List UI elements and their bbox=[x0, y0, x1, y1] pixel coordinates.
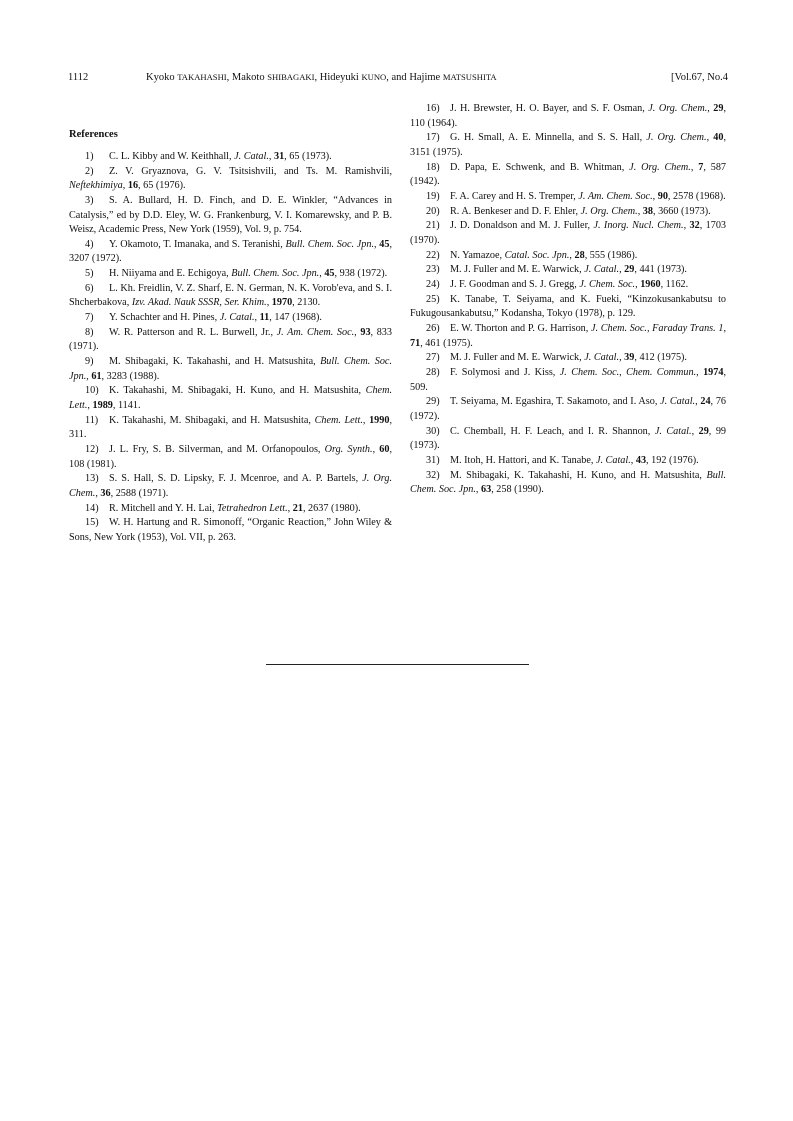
reference-text: , 311. bbox=[69, 414, 392, 441]
end-rule bbox=[266, 664, 529, 665]
reference-number: 17) bbox=[426, 132, 440, 144]
reference-number: 9) bbox=[85, 356, 94, 368]
volume-number: 1974 bbox=[703, 367, 724, 379]
volume-number: 29 bbox=[624, 264, 635, 276]
reference-text: , 555 (1986). bbox=[584, 249, 638, 261]
reference-text: , bbox=[354, 326, 361, 338]
reference-text: J. L. Fry, S. B. Silverman, and M. Orfanopoulos, bbox=[109, 444, 325, 455]
reference-text: , bbox=[266, 297, 272, 309]
reference-item bbox=[69, 414, 392, 443]
reference-text: , bbox=[707, 103, 714, 114]
reference-item bbox=[410, 469, 726, 498]
reference-text: K. Takahashi, M. Shibagaki, H. Kuno, and H. Matsushita, bbox=[109, 385, 366, 397]
reference-text: R. A. Benkeser and D. F. Ehler, bbox=[450, 205, 581, 217]
reference-text: G. H. Small, A. E. Minnella, and S. S. Hall, bbox=[450, 132, 647, 144]
author-given-name: Kyoko bbox=[146, 72, 175, 83]
reference-text: Z. V. Gryaznova, G. V. Tsitsishvili, and Ts. M. Ramishvili, bbox=[109, 165, 392, 177]
journal-title: Bull. Chem. Soc. Jpn. bbox=[69, 356, 392, 382]
reference-item bbox=[69, 165, 392, 194]
reference-text: F. A. Carey and H. S. Tremper, bbox=[450, 190, 579, 202]
journal-title: Tetrahedron Lett. bbox=[217, 502, 288, 514]
references-left-column bbox=[69, 150, 392, 546]
references-right-column bbox=[410, 102, 726, 498]
journal-title: Bull. Chem. Soc. Jpn. bbox=[231, 268, 320, 280]
reference-text: , bbox=[635, 279, 641, 291]
reference-number: 8) bbox=[85, 326, 94, 338]
volume-number: 11 bbox=[259, 312, 270, 324]
reference-item bbox=[410, 454, 726, 469]
journal-title: Catal. Soc. Jpn. bbox=[504, 249, 570, 261]
journal-title: J. Catal. bbox=[219, 312, 255, 324]
journal-title: J. Org. Chem. bbox=[580, 205, 638, 217]
journal-title: Izv. Akad. Nauk SSSR, Ser. Khim. bbox=[131, 297, 267, 309]
reference-number: 28) bbox=[426, 367, 440, 379]
reference-text: , 938 (1972). bbox=[334, 268, 388, 280]
reference-text: E. W. Thorton and P. G. Harrison, bbox=[450, 323, 591, 335]
author-family-name: TAKAHASHI bbox=[177, 72, 227, 82]
journal-title: J. Org. Chem. bbox=[646, 132, 707, 144]
reference-text: , bbox=[706, 132, 714, 144]
reference-text: F. Solymosi and J. Kiss, bbox=[450, 367, 560, 379]
reference-text: , bbox=[319, 268, 325, 280]
reference-text: , bbox=[619, 352, 625, 364]
volume-number: 1989 bbox=[92, 399, 113, 411]
reference-text: , bbox=[268, 151, 274, 162]
volume-number: 63 bbox=[481, 484, 492, 496]
volume-number: 39 bbox=[624, 352, 635, 364]
reference-number: 12) bbox=[85, 444, 99, 455]
journal-title: J. Am. Chem. Soc. bbox=[578, 190, 653, 202]
volume-number: 29 bbox=[698, 425, 709, 437]
reference-text: , bbox=[287, 502, 293, 514]
reference-item bbox=[410, 205, 726, 220]
reference-number: 1) bbox=[85, 151, 94, 162]
reference-item bbox=[69, 311, 392, 326]
journal-title: Neftekhimiya bbox=[69, 180, 123, 192]
volume-number: 45 bbox=[379, 238, 390, 250]
journal-title: Bull. Chem. Soc. Jpn. bbox=[410, 469, 726, 496]
reference-text: , 110 (1964). bbox=[410, 103, 727, 129]
reference-text: , 2130. bbox=[292, 297, 321, 309]
reference-number: 31) bbox=[426, 454, 440, 466]
reference-text: C. Chemball, H. F. Leach, and I. R. Shannon, bbox=[450, 425, 655, 437]
reference-text: , bbox=[475, 484, 482, 496]
volume-number: 40 bbox=[713, 132, 724, 144]
journal-title: J. Am. Chem. Soc. bbox=[276, 326, 355, 338]
reference-text: Y. Okamoto, T. Imanaka, and S. Teranishi, bbox=[109, 238, 286, 250]
page-number: 1112 bbox=[68, 72, 89, 83]
reference-number: 23) bbox=[426, 264, 440, 276]
reference-item bbox=[410, 219, 726, 248]
reference-text: T. Seiyama, M. Egashira, T. Sakamoto, and I. Aso, bbox=[450, 396, 661, 408]
reference-item bbox=[69, 282, 392, 311]
running-header-authors: Kyoko TAKAHASHI, Makoto SHIBAGAKI, Hideyuki KUNO, and Hajime MATSUSHITA bbox=[146, 72, 497, 83]
journal-title: J. Catal. bbox=[595, 454, 631, 466]
journal-title: J. Chem. Soc., Chem. Commun. bbox=[559, 367, 697, 379]
volume-number: 1990 bbox=[369, 414, 390, 426]
reference-number: 21) bbox=[426, 220, 440, 232]
reference-text: , bbox=[690, 161, 699, 173]
journal-title: J. Chem. Soc., Faraday Trans. 1 bbox=[591, 323, 724, 335]
reference-text: , 76 (1972). bbox=[410, 396, 727, 422]
reference-text: , bbox=[122, 180, 128, 192]
reference-text: , 65 (1973). bbox=[284, 151, 332, 162]
reference-number: 2) bbox=[85, 165, 94, 177]
reference-item bbox=[410, 131, 726, 160]
reference-text: , bbox=[95, 487, 101, 499]
reference-item bbox=[410, 322, 726, 351]
reference-number: 6) bbox=[85, 282, 94, 294]
author-family-name: MATSUSHITA bbox=[442, 72, 497, 82]
reference-text: N. Yamazoe, bbox=[450, 249, 505, 261]
reference-number: 19) bbox=[426, 190, 440, 202]
reference-item bbox=[69, 267, 392, 282]
journal-title: J. Org. Chem. bbox=[648, 103, 708, 114]
reference-text: C. L. Kibby and W. Keithhall, bbox=[109, 151, 235, 162]
reference-text: , bbox=[695, 396, 701, 408]
journal-title: Org. Synth. bbox=[324, 444, 373, 455]
author-family-name: KUNO bbox=[361, 72, 387, 82]
reference-text: , bbox=[619, 264, 625, 276]
reference-text: , 3283 (1988). bbox=[101, 370, 160, 382]
reference-text: , 99 (1973). bbox=[410, 425, 727, 452]
reference-text: W. R. Patterson and R. L. Burwell, Jr., bbox=[109, 326, 277, 338]
reference-item bbox=[69, 194, 392, 238]
journal-title: Chem. Lett. bbox=[314, 414, 363, 426]
journal-volume-issue: [Vol.67, No.4 bbox=[671, 72, 728, 83]
reference-text: , 587 (1942). bbox=[410, 161, 727, 188]
reference-text: J. H. Brewster, H. O. Bayer, and S. F. Osman, bbox=[450, 103, 649, 114]
reference-number: 11) bbox=[85, 414, 99, 426]
reference-text: , bbox=[723, 323, 726, 335]
reference-text: L. Kh. Freidlin, V. Z. Sharf, E. N. German, N. K. Vorob'eva, and S. I. Shcherbakova, bbox=[69, 282, 392, 309]
reference-text: , 509. bbox=[410, 367, 726, 393]
volume-number: 24 bbox=[700, 396, 711, 408]
journal-title: Bull. Chem. Soc. Jpn. bbox=[285, 238, 374, 250]
volume-number: 7 bbox=[698, 161, 704, 173]
reference-text: , bbox=[652, 190, 658, 202]
volume-number: 31 bbox=[273, 151, 285, 162]
reference-text: , bbox=[254, 312, 260, 324]
volume-number: 38 bbox=[642, 205, 653, 217]
reference-number: 4) bbox=[85, 238, 94, 250]
author-given-name: Hajime bbox=[409, 72, 441, 83]
reference-number: 16) bbox=[426, 103, 440, 114]
volume-number: 29 bbox=[713, 103, 724, 114]
reference-text: , 192 (1976). bbox=[646, 454, 699, 466]
reference-text: , 3151 (1975). bbox=[410, 132, 727, 158]
volume-number: 28 bbox=[574, 249, 585, 261]
reference-text: , 147 (1968). bbox=[269, 312, 322, 324]
reference-item bbox=[410, 395, 726, 424]
reference-text: , 833 (1971). bbox=[69, 326, 392, 353]
reference-text: D. Papa, E. Schwenk, and B. Whitman, bbox=[450, 161, 630, 173]
running-header bbox=[68, 72, 728, 88]
author-given-name: Hideyuki bbox=[319, 72, 359, 83]
reference-text: , 2637 (1980). bbox=[302, 502, 361, 514]
volume-number: 60 bbox=[379, 444, 390, 455]
journal-title: J. Catal. bbox=[660, 396, 696, 408]
reference-text: K. Takahashi, M. Shibagaki, and H. Matsushita, bbox=[109, 414, 315, 426]
reference-text: , 1141. bbox=[112, 399, 141, 411]
volume-number: 36 bbox=[100, 487, 111, 499]
reference-text: , bbox=[362, 414, 370, 426]
volume-number: 43 bbox=[635, 454, 647, 466]
reference-item bbox=[69, 502, 392, 517]
reference-number: 22) bbox=[426, 249, 440, 261]
reference-number: 5) bbox=[85, 268, 94, 280]
reference-text: , 412 (1975). bbox=[634, 352, 687, 364]
reference-text: , 1162. bbox=[660, 279, 689, 291]
reference-number: 30) bbox=[426, 425, 440, 437]
reference-text: J. F. Goodman and S. J. Gregg, bbox=[450, 279, 580, 291]
reference-item bbox=[410, 278, 726, 293]
reference-text: , bbox=[637, 205, 643, 217]
reference-item bbox=[69, 472, 392, 501]
reference-text: H. Niiyama and E. Echigoya, bbox=[109, 268, 232, 280]
reference-number: 15) bbox=[85, 517, 99, 529]
reference-item bbox=[410, 366, 726, 395]
author-2 bbox=[232, 72, 315, 83]
reference-text: J. D. Donaldson and M. J. Fuller, bbox=[450, 220, 594, 232]
reference-text: Y. Schachter and H. Pines, bbox=[109, 312, 220, 324]
reference-item bbox=[410, 425, 726, 454]
volume-number: 61 bbox=[91, 370, 102, 382]
reference-number: 24) bbox=[426, 279, 440, 291]
reference-text: , bbox=[87, 399, 93, 411]
reference-text: , bbox=[374, 238, 380, 250]
reference-text: , 65 (1976). bbox=[138, 180, 186, 192]
reference-item bbox=[69, 443, 392, 472]
volume-number: 16 bbox=[127, 180, 139, 192]
reference-item bbox=[69, 384, 392, 413]
author-1 bbox=[146, 72, 227, 83]
reference-text: , 1703 (1970). bbox=[410, 220, 726, 246]
reference-item bbox=[69, 150, 392, 165]
references-heading: References bbox=[69, 129, 118, 140]
reference-item bbox=[410, 102, 726, 131]
journal-title: Chem. Lett. bbox=[69, 385, 392, 411]
reference-text: S. A. Bullard, H. D. Finch, and D. E. Winkler, “Advances in Catalysis,” ed by D.D. Eley, W. G. Frankenburg, V. I. Komarewsky, and P. B. Weisz, Academic Press, New York (1959), Vol. 9, p. 754. bbox=[69, 195, 392, 236]
reference-text: , 3207 (1972). bbox=[69, 238, 392, 265]
reference-text: , 441 (1973). bbox=[634, 264, 687, 276]
reference-text: M. J. Fuller and M. E. Warwick, bbox=[450, 352, 585, 364]
reference-text: , bbox=[691, 425, 699, 437]
reference-item bbox=[69, 326, 392, 355]
volume-number: 90 bbox=[657, 190, 668, 202]
reference-item bbox=[410, 161, 726, 190]
reference-number: 25) bbox=[426, 293, 440, 305]
reference-number: 18) bbox=[426, 161, 440, 173]
reference-item bbox=[410, 249, 726, 264]
journal-title: J. Catal. bbox=[654, 425, 692, 437]
journal-title: J. Catal. bbox=[234, 151, 269, 162]
reference-item bbox=[410, 293, 726, 322]
reference-number: 3) bbox=[85, 195, 94, 207]
reference-text: , 2588 (1971). bbox=[110, 487, 169, 499]
reference-item bbox=[410, 351, 726, 366]
reference-number: 26) bbox=[426, 323, 440, 335]
reference-number: 27) bbox=[426, 352, 440, 364]
reference-number: 20) bbox=[426, 205, 440, 217]
reference-item bbox=[410, 263, 726, 278]
volume-number: 1960 bbox=[640, 279, 661, 291]
author-4 bbox=[409, 72, 496, 83]
journal-title: J. Catal. bbox=[584, 352, 620, 364]
reference-text: , bbox=[569, 249, 575, 261]
reference-text: K. Tanabe, T. Seiyama, and K. Fueki, “Kinzokusankabutsu to Fukugousankabutsu,” Kodansha, Tokyo (1978), p. 129. bbox=[410, 293, 726, 320]
reference-number: 13) bbox=[85, 473, 99, 485]
reference-text: , 2578 (1968). bbox=[667, 190, 726, 202]
reference-item bbox=[69, 516, 392, 545]
volume-number: 71 bbox=[410, 337, 421, 349]
volume-number: 1970 bbox=[271, 297, 293, 309]
reference-text: , 461 (1975). bbox=[420, 337, 473, 349]
volume-number: 32 bbox=[689, 220, 700, 232]
journal-title: J. Chem. Soc. bbox=[579, 279, 636, 291]
reference-text: , bbox=[372, 444, 380, 455]
volume-number: 45 bbox=[324, 268, 335, 280]
author-3 bbox=[320, 72, 387, 83]
reference-text: S. S. Hall, S. D. Lipsky, F. J. Mcenroe, and A. P. Bartels, bbox=[109, 473, 363, 485]
reference-text: , 3660 (1973). bbox=[652, 205, 711, 217]
reference-text: , bbox=[86, 370, 92, 382]
reference-text: M. Shibagaki, K. Takahashi, H. Kuno, and H. Matsushita, bbox=[450, 469, 707, 481]
reference-number: 32) bbox=[426, 469, 440, 481]
reference-text: , bbox=[696, 367, 704, 379]
reference-number: 29) bbox=[426, 396, 440, 408]
reference-text: M. Shibagaki, K. Takahashi, and H. Matsushita, bbox=[109, 356, 321, 368]
reference-text: , bbox=[630, 454, 636, 466]
reference-number: 14) bbox=[85, 502, 99, 514]
reference-item bbox=[410, 190, 726, 205]
journal-title: J. Inorg. Nucl. Chem. bbox=[593, 220, 684, 232]
reference-text: , 258 (1990). bbox=[491, 484, 544, 496]
volume-number: 93 bbox=[360, 326, 371, 338]
reference-text: M. Itoh, H. Hattori, and K. Tanabe, bbox=[450, 454, 596, 466]
author-family-name: SHIBAGAKI bbox=[267, 72, 315, 82]
reference-text: W. H. Hartung and R. Simonoff, “Organic Reaction,” John Wiley & Sons, New York (1953), Vol. VII, p. 263. bbox=[69, 517, 392, 543]
journal-title: J. Catal. bbox=[584, 264, 620, 276]
reference-number: 10) bbox=[85, 385, 99, 397]
reference-item bbox=[69, 238, 392, 267]
reference-number: 7) bbox=[85, 312, 94, 324]
author-given-name: Makoto bbox=[231, 72, 265, 83]
reference-text: M. J. Fuller and M. E. Warwick, bbox=[450, 264, 585, 276]
reference-item bbox=[69, 355, 392, 384]
journal-title: J. Org. Chem. bbox=[69, 473, 392, 499]
reference-text: , bbox=[683, 220, 690, 232]
reference-text: , 108 (1981). bbox=[69, 444, 393, 470]
volume-number: 21 bbox=[292, 502, 303, 514]
journal-title: J. Org. Chem. bbox=[629, 161, 691, 173]
reference-text: R. Mitchell and Y. H. Lai, bbox=[109, 502, 218, 514]
